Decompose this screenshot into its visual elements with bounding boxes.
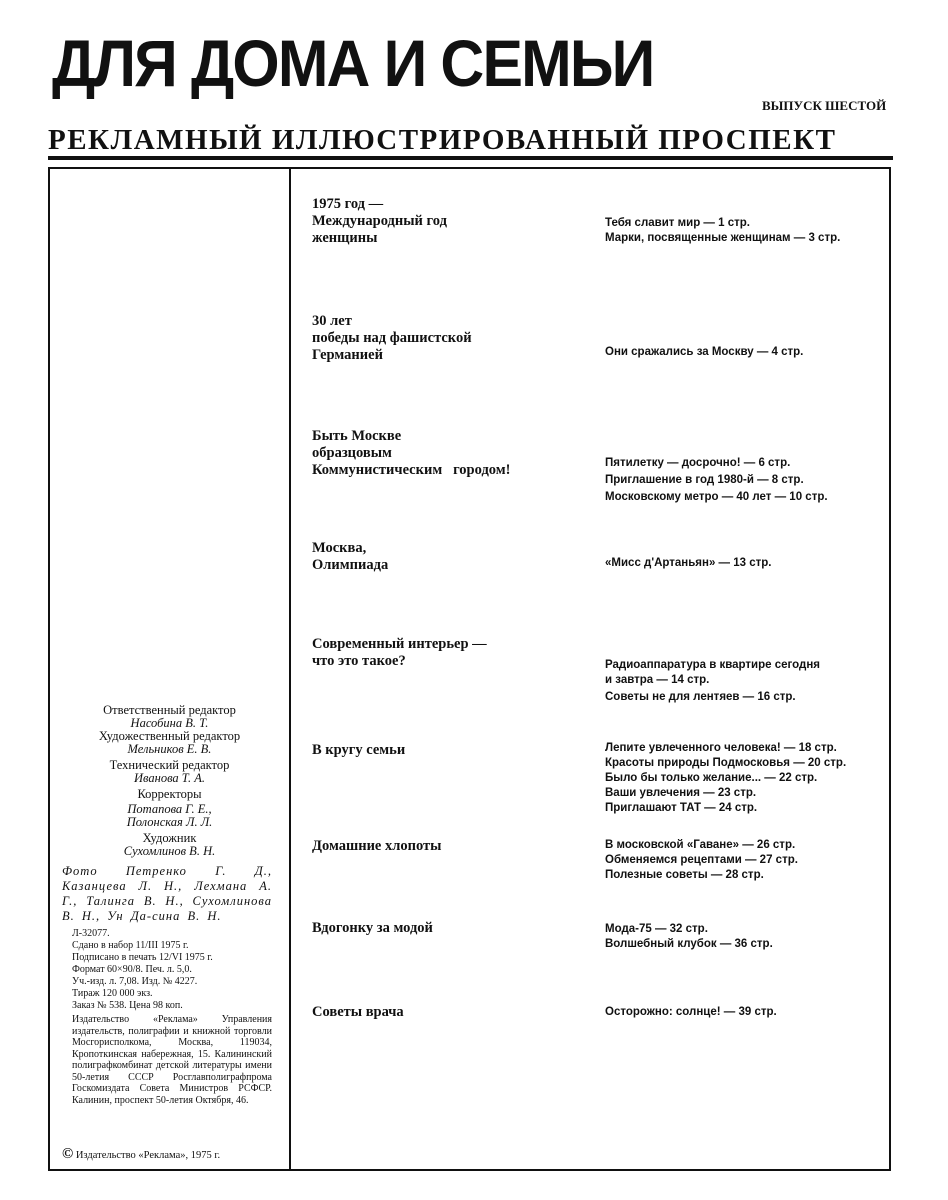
contents-entry: Советы не для лентяев — 16 стр. (605, 691, 796, 703)
contents-entry: Красоты природы Подмосковья — 20 стр. (605, 757, 847, 769)
section-items (605, 556, 771, 571)
credit-role: Художественный редактор (98, 729, 241, 743)
copyright-icon: © (62, 1146, 74, 1162)
contents-entry: и завтра — 14 стр. (605, 674, 710, 686)
section-items (605, 838, 798, 883)
section-heading: Быть Москве образцовым Коммунистическим городом! (312, 428, 511, 478)
contents-entry: Радиоаппаратура в квартире сегодня (605, 659, 820, 671)
section-items (605, 216, 840, 246)
colophon (62, 704, 277, 1164)
section-items (605, 1005, 777, 1020)
contents-entry: В московской «Гаване» — 26 стр. (605, 839, 796, 851)
imprint-line: Л-32077. (72, 928, 110, 939)
issue-number: ВЫПУСК ШЕСТОЙ (762, 98, 887, 113)
section-items (605, 922, 773, 952)
section-items (605, 658, 820, 705)
contents-entry: Марки, посвященные женщинам — 3 стр. (605, 232, 841, 244)
publisher-info: Издательство «Реклама» Управления издательств, полиграфии и книжной торговли Мосгорисполкома, Москва, 119034, Кропоткинская набережная, 15. Калининский полиграфкомбинат детской литературы имени 50-летия СССР Росглавполиграфпрома Госкомиздата Совета Министров РСФСР. Калинин, проспект 50-летия Октября, 46. (72, 1014, 272, 1106)
credit-name: Насобина В. Т. (130, 716, 209, 730)
imprint (72, 928, 272, 1012)
credit-name: Сухомлинов В. Н. (123, 844, 216, 858)
credit-name: Потапова Г. Е., (127, 802, 212, 816)
credit-name: Мельников Е. В. (127, 742, 212, 756)
contents-entry: Обменяемся рецептами — 27 стр. (605, 854, 798, 866)
contents-entry: Приглашение в год 1980-й — 8 стр. (605, 474, 804, 486)
contents-entry: Приглашают ТАТ — 24 стр. (605, 802, 758, 814)
column-divider (289, 167, 291, 1171)
credit-role: Ответственный редактор (103, 703, 236, 717)
title-rule (48, 156, 893, 160)
contents-entry: Лепите увлеченного человека! — 18 стр. (605, 742, 837, 754)
contents-entry: Мода-75 — 32 стр. (605, 923, 708, 935)
magazine-title: ДЛЯ ДОМА И СЕМЬИ (52, 26, 654, 100)
section-items (605, 456, 828, 505)
contents-entry: Ваши увлечения — 23 стр. (605, 787, 757, 799)
subtitle: РЕКЛАМНЫЙ ИЛЛЮСТРИРОВАННЫЙ ПРОСПЕКТ (48, 124, 837, 156)
copyright (62, 1138, 277, 1164)
section-heading: В кругу семьи (312, 742, 406, 758)
contents-entry: Осторожно: солнце! — 39 стр. (605, 1006, 777, 1018)
credit-role: Технический редактор (109, 758, 230, 772)
contents-entry: Тебя славит мир — 1 стр. (605, 217, 750, 229)
contents-entry: Пятилетку — досрочно! — 6 стр. (605, 457, 791, 469)
imprint-line: Уч.-изд. л. 7,08. Изд. № 4227. (72, 976, 198, 987)
section-items (605, 741, 846, 816)
section-heading: Современный интерьер — что это такое? (312, 636, 487, 669)
copyright-text: Издательство «Реклама», 1975 г. (75, 1150, 221, 1161)
imprint-line: Заказ № 538. Цена 98 коп. (72, 1000, 183, 1011)
section-heading: 30 лет победы над фашистской Германией (312, 313, 472, 363)
contents-entry: Волшебный клубок — 36 стр. (605, 938, 773, 950)
credit-role: Корректоры (137, 787, 202, 801)
section-heading: Домашние хлопоты (312, 838, 442, 854)
credit-name: Иванова Т. А. (134, 771, 205, 785)
imprint-line: Тираж 120 000 экз. (72, 988, 153, 999)
imprint-line: Подписано в печать 12/VI 1975 г. (72, 952, 213, 963)
imprint-line: Формат 60×90/8. Печ. л. 5,0. (72, 964, 192, 975)
section-heading: Советы врача (312, 1004, 404, 1020)
section-heading: 1975 год — Международный год женщины (312, 196, 447, 246)
contents-entry: «Мисс д'Артаньян» — 13 стр. (605, 557, 772, 569)
imprint-line: Сдано в набор 11/III 1975 г. (72, 940, 189, 951)
credit-role: Художник (142, 831, 197, 845)
photo-credits: Фото Петренко Г. Д., Казанцева Л. Н., Лехмана А. Г., Талинга В. Н., Сухомлинова В. Н., Ун Да-сина В. Н. (62, 864, 272, 923)
contents-entry: Полезные советы — 28 стр. (605, 869, 764, 881)
section-items (605, 345, 803, 360)
editorial-credits (62, 704, 277, 858)
contents-entry: Они сражались за Москву — 4 стр. (605, 346, 804, 358)
section-heading: Москва, Олимпиада (312, 540, 389, 573)
section-heading: Вдогонку за модой (312, 920, 433, 936)
credit-name: Полонская Л. Л. (126, 815, 213, 829)
contents-entry: Московскому метро — 40 лет — 10 стр. (605, 491, 828, 503)
contents-entry: Было бы только желание... — 22 стр. (605, 772, 818, 784)
